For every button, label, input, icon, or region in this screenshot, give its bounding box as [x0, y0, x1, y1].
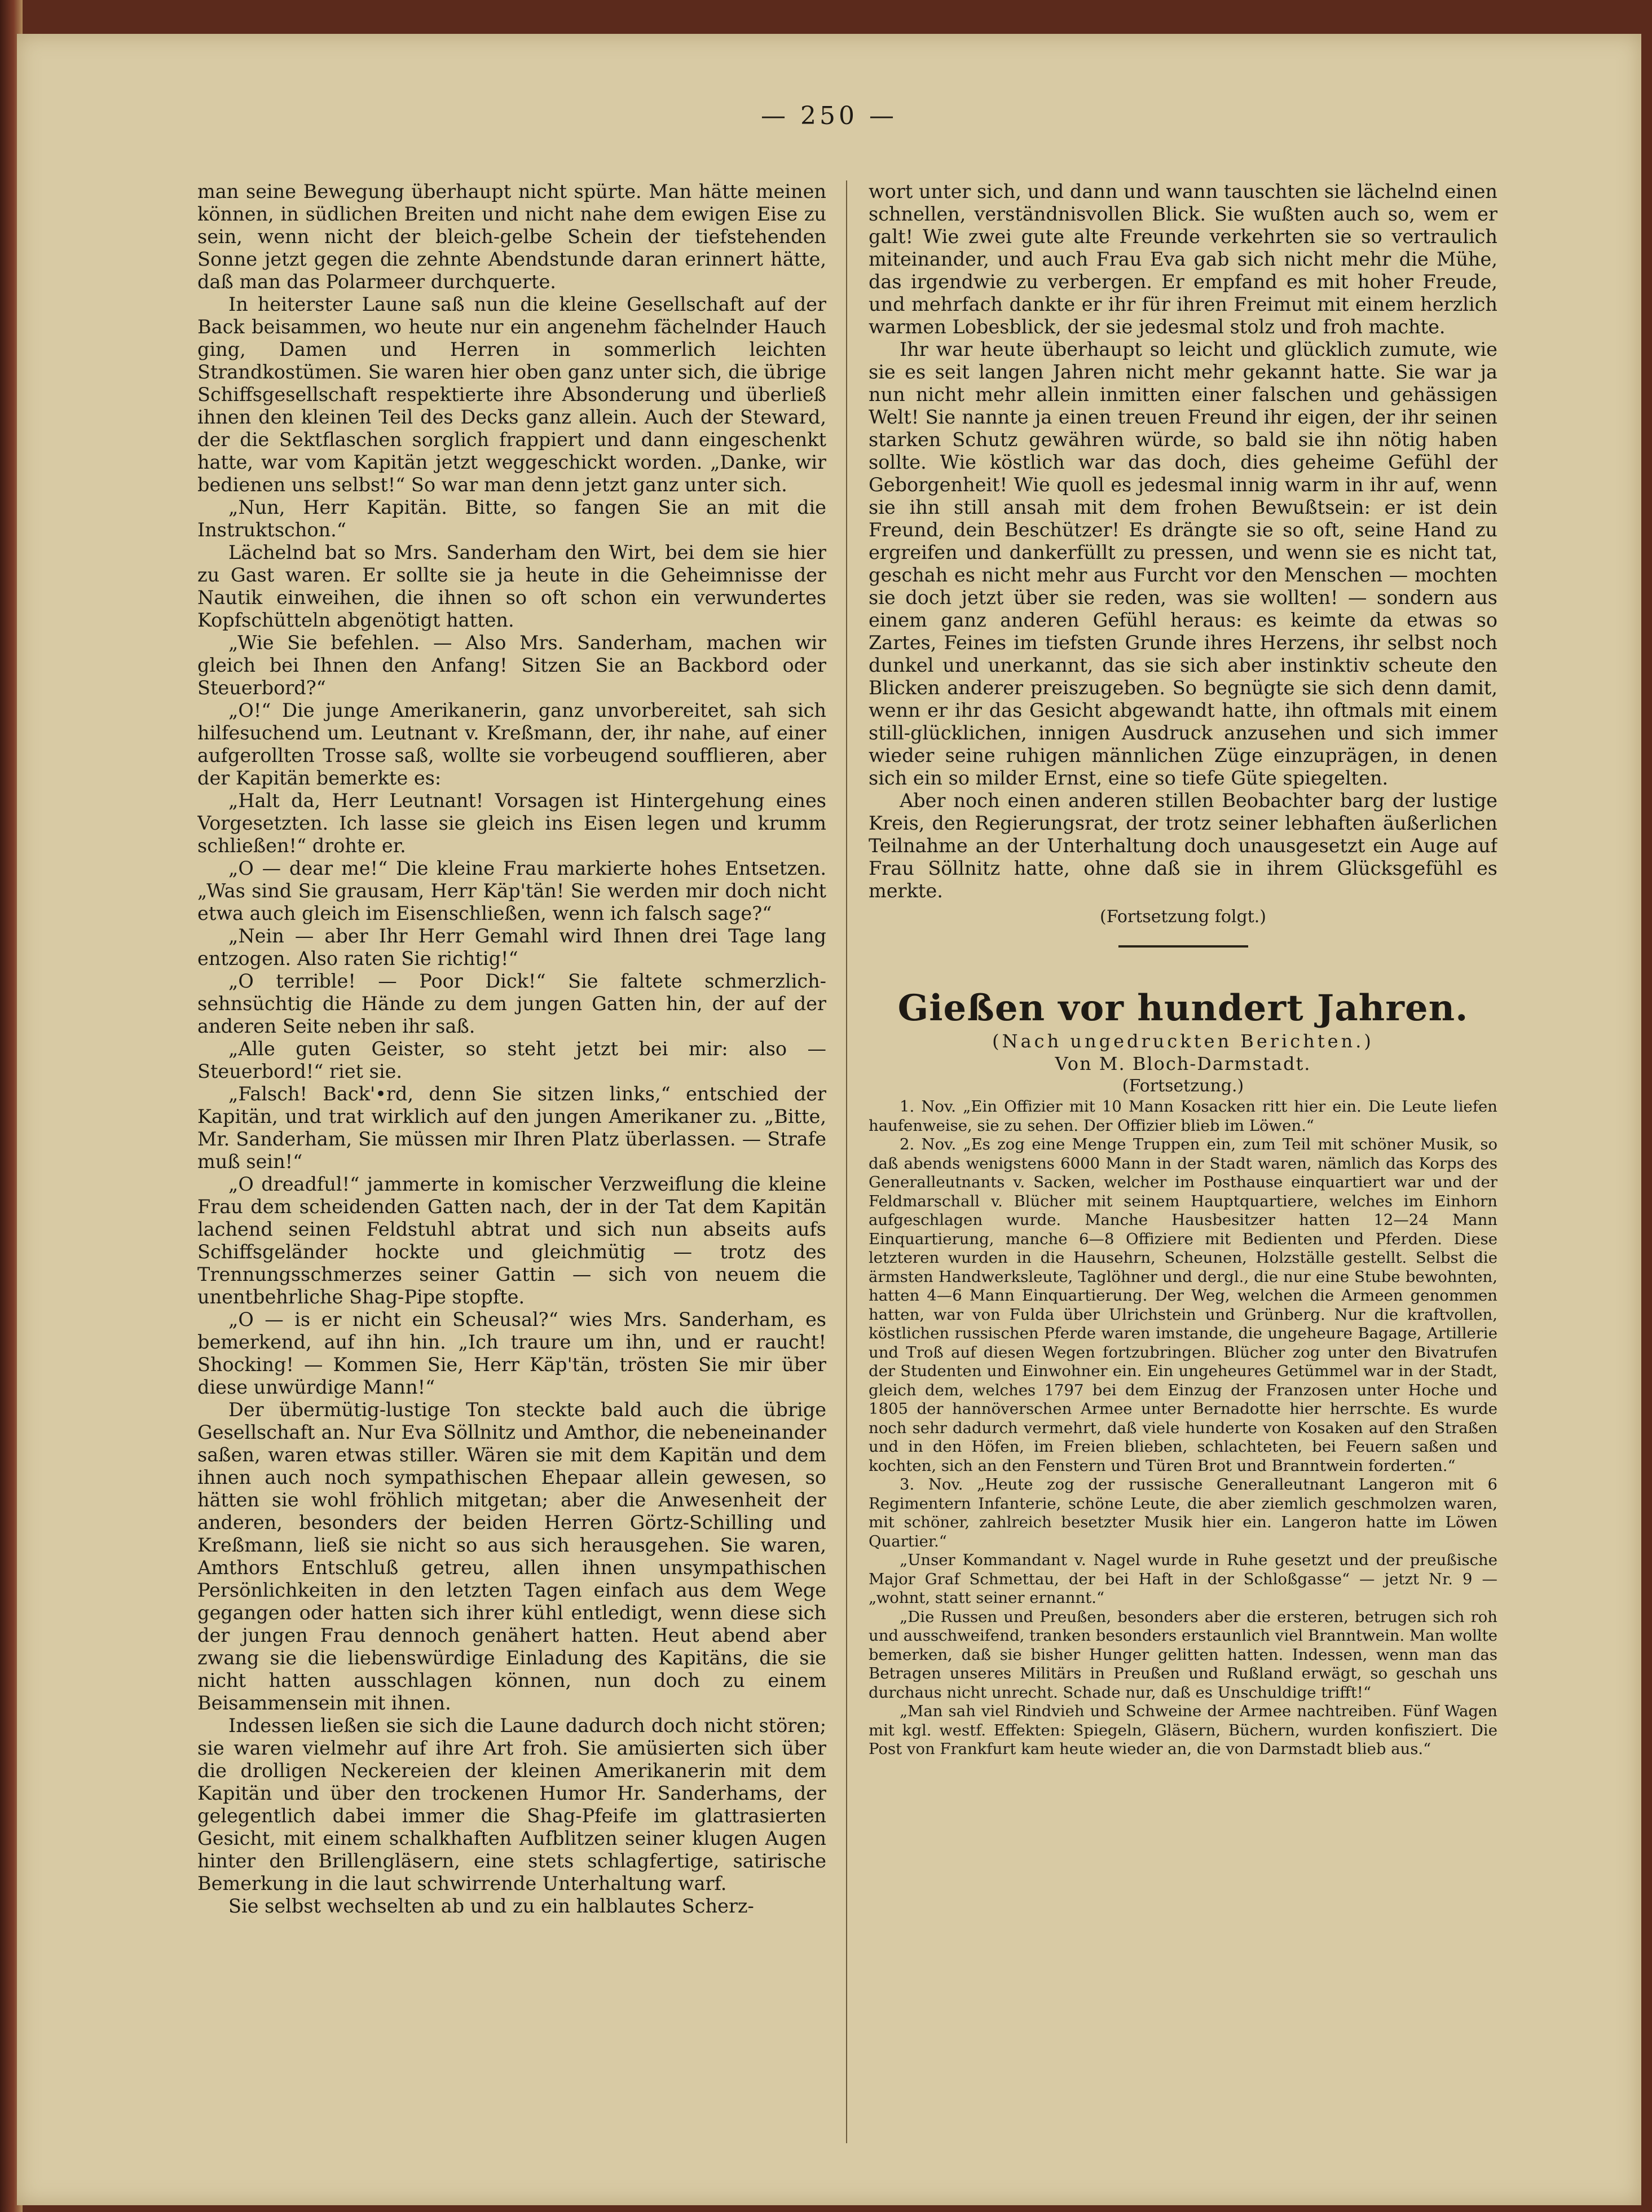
paragraph: wort unter sich, und dann und wann tauschten sie lächelnd einen schnellen, verständnisvollen Blick. Sie wußten auch so, wem er galt! Wie zwei gute alte Freunde verkehrten sie so vertraulich miteinander, und auch Frau Eva gab sich nicht mehr die Mühe, das irgendwie zu verbergen. Er empfand es mit hoher Freude, und mehrfach dankte er ihr für ihren Freimut mit einem herzlich warmen Lobesblick, der sie jedesmal stolz und froh machte. — [869, 180, 1497, 338]
paragraph: Der übermütig-lustige Ton steckte bald auch die übrige Gesellschaft an. Nur Eva Söllnitz und Amthor, die nebeneinander saßen, waren etwas stiller. Wären sie mit dem Kapitän und dem ihnen auch noch sympathischen Ehepaar allein gewesen, so hätten sie wohl fröhlich mitgetan; aber die Anwesenheit der anderen, besonders der beiden Herren Görtz-Schilling und Kreßmann, ließ sie nicht so aus sich herausgehen. Sie waren, Amthors Entschluß getreu, allen ihnen unsympathischen Persönlichkeiten in den letzten Tagen einfach aus dem Wege gegangen oder hatten sich ihrer kühl entledigt, wenn diese sich der jungen Frau dennoch genähert hatten. Heut abend aber zwang sie die liebenswürdige Einladung des Kapitäns, die sie nicht hatten ausschlagen können, nun doch zu einem Beisammensein mit ihnen. — [197, 1399, 826, 1714]
paragraph: Ihr war heute überhaupt so leicht und glücklich zumute, wie sie es seit langen Jahren nicht mehr gekannt hatte. Sie war ja nun nicht mehr allein inmitten einer falschen und gehässigen Welt! Sie nannte ja einen treuen Freund ihr eigen, der ihr seinen starken Schutz gewähren würde, so bald sie ihn nötig haben sollte. Wie köstlich war das doch, dies geheime Gefühl der Geborgenheit! Wie quoll es jedesmal innig warm in ihr auf, wenn sie ihn still ansah mit dem frohen Bewußtsein: er ist dein Freund, dein Beschützer! Es drängte sie so oft, seine Hand zu ergreifen und dankerfüllt zu pressen, und wenn sie es nicht tat, geschah es nicht mehr aus Furcht vor den Menschen — mochten sie doch jetzt über sie reden, was sie wollten! — sondern aus einem ganz anderen Gefühl heraus: es keimte da etwas so Zartes, Feines im tiefsten Grunde ihres Herzens, ihr selbst noch dunkel und unerkannt, das sie sich aber instinktiv scheute den Blicken anderer preiszugeben. So begnügte sie sich denn damit, wenn er ihr das Gesicht abgewandt hatte, ihn oftmals mit einem still-glücklichen, innigen Ausdruck anzusehen und sich immer wieder seine ruhigen männlichen Züge einzuprägen, in denen sich ein so milder Ernst, eine so tiefe Güte spiegelten. — [869, 338, 1497, 789]
paragraph: „O terrible! — Poor Dick!“ Sie faltete schmerzlich-sehnsüchtig die Hände zu dem jungen Gatten hin, der auf der anderen Seite neben ihr saß. — [197, 970, 826, 1037]
paragraph: „O — is er nicht ein Scheusal?“ wies Mrs. Sanderham, es bemerkend, auf ihn hin. „Ich traure um ihn, und er raucht! Shocking! — Kommen Sie, Herr Käp'tän, trösten Sie mir über diese unwürdige Mann!“ — [197, 1308, 826, 1398]
article-author: Von M. Bloch-Darmstadt. — [1055, 1053, 1311, 1074]
article-continued-note: (Fortsetzung.) — [1122, 1076, 1244, 1096]
article-paragraph: 3. Nov. „Heute zog der russische Generalleutnant Langeron mit 6 Regimentern Infanterie, schöne Leute, die aber ziemlich geschmolzen waren, mit schöner, zahlreich besetzter Musik hier ein. Langeron hatte im Löwen Quartier.“ — [869, 1475, 1497, 1550]
paragraph: „O!“ Die junge Amerikanerin, ganz unvorbereitet, sah sich hilfesuchend um. Leutnant v. Kreßmann, der, ihr nahe, auf einer aufgerollten Trosse saß, wollte sie vorbeugend soufflieren, aber der Kapitän bemerkte es: — [197, 699, 826, 789]
paragraph: „O dreadful!“ jammerte in komischer Verzweiflung die kleine Frau dem scheidenden Gatten nach, der in der Tat dem Kapitän lachend seinen Feldstuhl abtrat und sich nun abseits aufs Schiffsgeländer hockte und gleichmütig — trotz des Trennungsschmerzes seiner Gattin — sich von neuem die unentbehrliche Shag-Pipe stopfte. — [197, 1173, 826, 1308]
section-divider — [1118, 945, 1248, 948]
paragraph: In heiterster Laune saß nun die kleine Gesellschaft auf der Back beisammen, wo heute nur ein angenehm fächelnder Hauch ging, Damen und Herren in sommerlich leichten Strandkostümen. Sie waren hier oben ganz unter sich, die übrige Schiffsgesellschaft respektierte ihre Absonderung und überließ ihnen den kleinen Teil des Decks ganz allein. Auch der Steward, der die Sektflaschen sorglich frappiert und dann eingeschenkt hatte, war vom Kapitän jetzt weggeschickt worden. „Danke, wir bedienen uns selbst!“ So war man denn jetzt ganz unter sich. — [197, 293, 826, 496]
paragraph: „Halt da, Herr Leutnant! Vorsagen ist Hintergehung eines Vorgesetzten. Ich lasse sie gleich ins Eisen legen und krumm schließen!“ drohte er. — [197, 790, 826, 857]
page-number: — 250 — — [761, 102, 897, 130]
column-divider — [846, 180, 847, 2143]
continuation-note: (Fortsetzung folgt.) — [1100, 907, 1266, 927]
paragraph: „Nun, Herr Kapitän. Bitte, so fangen Sie an mit die Instruktschon.“ — [197, 496, 826, 541]
article-paragraph: 2. Nov. „Es zog eine Menge Truppen ein, zum Teil mit schöner Musik, so daß abends wenigstens 6000 Mann in der Stadt waren, nämlich das Korps des Generalleutnants v. Sacken, welcher im Posthause einquartiert war und der Feldmarschall v. Blücher mit seinem Hauptquartiere, welches im Einhorn aufgeschlagen wurde. Manche Hausbesitzer hatten 12—24 Mann Einquartierung, manche 6—8 Offiziere mit Bedienten und Pferden. Diese letzteren wurden in die Hausehrn, Scheunen, Holzställe gestellt. Selbst die ärmsten Handwerksleute, Taglöhner und dergl., die nur eine Stube bewohnten, hatten 4—6 Mann Einquartierung. Der Weg, welchen die Armeen genommen hatten, war von Fulda über Ulrichstein und Grünberg. Nur die kraftvollen, köstlichen russischen Pferde waren imstande, die ungeheure Bagage, Artillerie und Troß auf diesen Wegen fortzubringen. Blücher zog unter den Bivatrufen der Studenten und Einwohner ein. Ein ungeheures Getümmel war in der Stadt, gleich dem, welches 1797 bei dem Einzug der Franzosen unter Hoche und 1805 der hannöverschen Armee unter Bernadotte hier herrschte. Es wurde noch sehr dadurch vermehrt, daß viele hunderte von Kosaken auf den Straßen und in den Höfen, im Freien blieben, schlachteten, bei Feuern saßen und kochten, sich an den Fenstern und Türen Brot und Branntwein forderten.“ — [869, 1135, 1497, 1475]
right-column — [869, 180, 1497, 2154]
article-paragraph: „Die Russen und Preußen, besonders aber die ersteren, betrugen sich roh und ausschweifend, tranken besonders erstaunlich viel Branntwein. Man wollte bemerken, daß sie bisher Hunger gelitten hatten. Indessen, wenn man das Betragen unseres Militärs in Preußen und Rußland erwägt, so geschah uns durchaus nicht unrecht. Schade nur, daß es Unschuldige trifft!“ — [869, 1607, 1497, 1702]
paragraph: Aber noch einen anderen stillen Beobachter barg der lustige Kreis, den Regierungsrat, der trotz seiner lebhaften äußerlichen Teilnahme an der Unterhaltung doch unausgesetzt ein Auge auf Frau Söllnitz hatte, ohne daß sie in ihrem Glücksgefühl es merkte. — [869, 790, 1497, 902]
left-column — [197, 180, 826, 2154]
paragraph: Indessen ließen sie sich die Laune dadurch doch nicht stören; sie waren vielmehr auf ihre Art froh. Sie amüsierten sich über die drolligen Neckereien der kleinen Amerikanerin mit dem Kapitän und über den trockenen Humor Hr. Sanderhams, der gelegentlich dabei immer die Shag-Pfeife im glattrasierten Gesicht, mit einem schalkhaften Aufblitzen seiner klugen Augen hinter den Brillengläsern, eine stets schlagfertige, satirische Bemerkung in die laut schwirrende Unterhaltung warf. — [197, 1715, 826, 1894]
paragraph: man seine Bewegung überhaupt nicht spürte. Man hätte meinen können, in südlichen Breiten und nicht nahe dem ewigen Eise zu sein, wenn nicht der bleich-gelbe Schein der tiefstehenden Sonne jetzt gegen die zehnte Abendstunde daran erinnert hätte, daß man das Polarmeer durchquerte. — [197, 180, 826, 293]
article-body — [869, 1098, 1497, 1759]
article-paragraph: „Unser Kommandant v. Nagel wurde in Ruhe gesetzt und der preußische Major Graf Schmettau, der bei Haft in der Schloßgasse“ — jetzt Nr. 9 — „wohnt, statt seiner ernannt.“ — [869, 1551, 1497, 1607]
paragraph: „Nein — aber Ihr Herr Gemahl wird Ihnen drei Tage lang entzogen. Also raten Sie richtig!“ — [197, 925, 826, 970]
article-subtitle: (Nach ungedruckten Berichten.) — [992, 1030, 1374, 1052]
article-paragraph: 1. Nov. „Ein Offizier mit 10 Mann Kosacken ritt hier ein. Die Leute liefen haufenweise, sie zu sehen. Der Offizier blieb im Löwen.“ — [869, 1098, 1497, 1135]
paragraph: Sie selbst wechselten ab und zu ein halblautes Scherz- — [228, 1895, 754, 1917]
article-paragraph: „Man sah viel Rindvieh und Schweine der Armee nachtreiben. Fünf Wagen mit kgl. westf. Effekten: Spiegeln, Gläsern, Büchern, wurden konfisziert. Die Post von Frankfurt kam heute wieder an, die von Darmstadt blieb aus.“ — [869, 1702, 1497, 1758]
paragraph: „Falsch! Back'•rd, denn Sie sitzen links,“ entschied der Kapitän, und trat wirklich auf den jungen Amerikaner zu. „Bitte, Mr. Sanderham, Sie müssen mir Ihren Platz überlassen. — Strafe muß sein!“ — [197, 1083, 826, 1173]
paragraph: „Alle guten Geister, so steht jetzt bei mir: also — Steuerbord!“ riet sie. — [197, 1038, 826, 1082]
paragraph: Lächelnd bat so Mrs. Sanderham den Wirt, bei dem sie hier zu Gast waren. Er sollte sie ja heute in die Geheimnisse der Nautik einweihen, die ihnen so oft schon ein verwundertes Kopfschütteln abgenötigt hatten. — [197, 541, 826, 631]
paragraph: „Wie Sie befehlen. — Also Mrs. Sanderham, machen wir gleich bei Ihnen den Anfang! Sitzen Sie an Backbord oder Steuerbord?“ — [197, 632, 826, 699]
article-title: Gießen vor hundert Jahren. — [897, 987, 1469, 1029]
newspaper-page — [17, 34, 1641, 2205]
paragraph: „O — dear me!“ Die kleine Frau markierte hohes Entsetzen. „Was sind Sie grausam, Herr Käp'tän! Sie werden mir doch nicht etwa auch gleich im Eisenschließen, wenn ich falsch sage?“ — [197, 857, 826, 924]
